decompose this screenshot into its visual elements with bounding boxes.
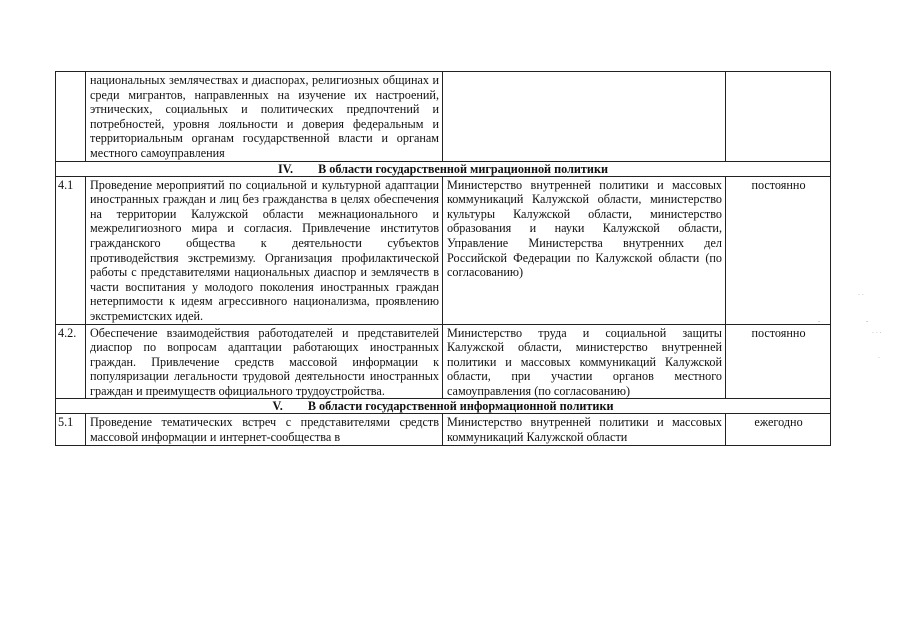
section-heading-row bbox=[56, 399, 831, 414]
table-row bbox=[56, 414, 831, 445]
section-number: IV. bbox=[277, 161, 294, 176]
measure-text: Проведение тематических встреч с представителями средств массовой информации и интернет-сообщества в bbox=[86, 414, 443, 445]
row-number: 4.1 bbox=[56, 176, 86, 324]
measures-table bbox=[55, 71, 831, 446]
deadline-text: ежегодно bbox=[726, 414, 831, 445]
measure-text: Проведение мероприятий по социальной и культурной адаптации иностранных граждан и лиц без гражданства в целях обеспечения на территории Калужской области межнационального и межрелигиозного мира и согласия. Привлечение институтов гражданского общества к деятельности субъектов противодействия экстремизму. Организация профилактической работы с представителями национальных диаспор и землячеств в части воспитания у молодого поколения иностранных граждан нетерпимости к идеям агрессивного национализма, проявлению экстремистских идей. bbox=[86, 176, 443, 324]
section-heading bbox=[56, 399, 831, 414]
executor-text: Министерство труда и социальной защиты Калужской области, министерство внутренней политики и массовых коммуникаций Калужской области, при участии органов местного самоуправления (по согласованию) bbox=[443, 324, 726, 399]
section-heading bbox=[56, 161, 831, 176]
scan-speck: - bbox=[818, 318, 821, 325]
table-row bbox=[56, 72, 831, 162]
table-row bbox=[56, 324, 831, 399]
scan-speck: · bbox=[878, 355, 880, 362]
measure-text: национальных землячествах и диаспорах, религиозных общинах и среди мигрантов, направленных на изучение их настроений, этнических, социальных и политических предпочтений и потребностей, уровня лояльности и доверия федеральным и территориальным органам государственной власти и органам местного самоуправления bbox=[86, 72, 443, 162]
scan-speck: · · bbox=[858, 292, 864, 299]
deadline-text bbox=[726, 72, 831, 162]
deadline-text: постоянно bbox=[726, 324, 831, 399]
section-title: В области государственной миграционной политики bbox=[318, 161, 608, 176]
row-number: 4.2. bbox=[56, 324, 86, 399]
measure-text: Обеспечение взаимодействия работодателей и представителей диаспор по вопросам адаптации работающих иностранных граждан. Привлечение средств массовой информации к популяризации легальности трудовой деятельности иностранных граждан и преимуществ официального трудоустройства. bbox=[86, 324, 443, 399]
row-number: 5.1 bbox=[56, 414, 86, 445]
scan-speck: - bbox=[866, 318, 869, 325]
section-title: В области государственной информационной политики bbox=[307, 399, 614, 414]
table-row bbox=[56, 176, 831, 324]
section-heading-row bbox=[56, 161, 831, 176]
scan-speck: · · · bbox=[872, 330, 882, 337]
executor-text: Министерство внутренней политики и массовых коммуникаций Калужской области bbox=[443, 414, 726, 445]
deadline-text: постоянно bbox=[726, 176, 831, 324]
section-number: V. bbox=[272, 399, 283, 414]
executor-text bbox=[443, 72, 726, 162]
executor-text: Министерство внутренней политики и массовых коммуникаций Калужской области, министерство культуры Калужской области, министерство образования и науки Калужской области, Управление Министерства внутренних дел Российской Федерации по Калужской области (по согласованию) bbox=[443, 176, 726, 324]
row-number bbox=[56, 72, 86, 162]
